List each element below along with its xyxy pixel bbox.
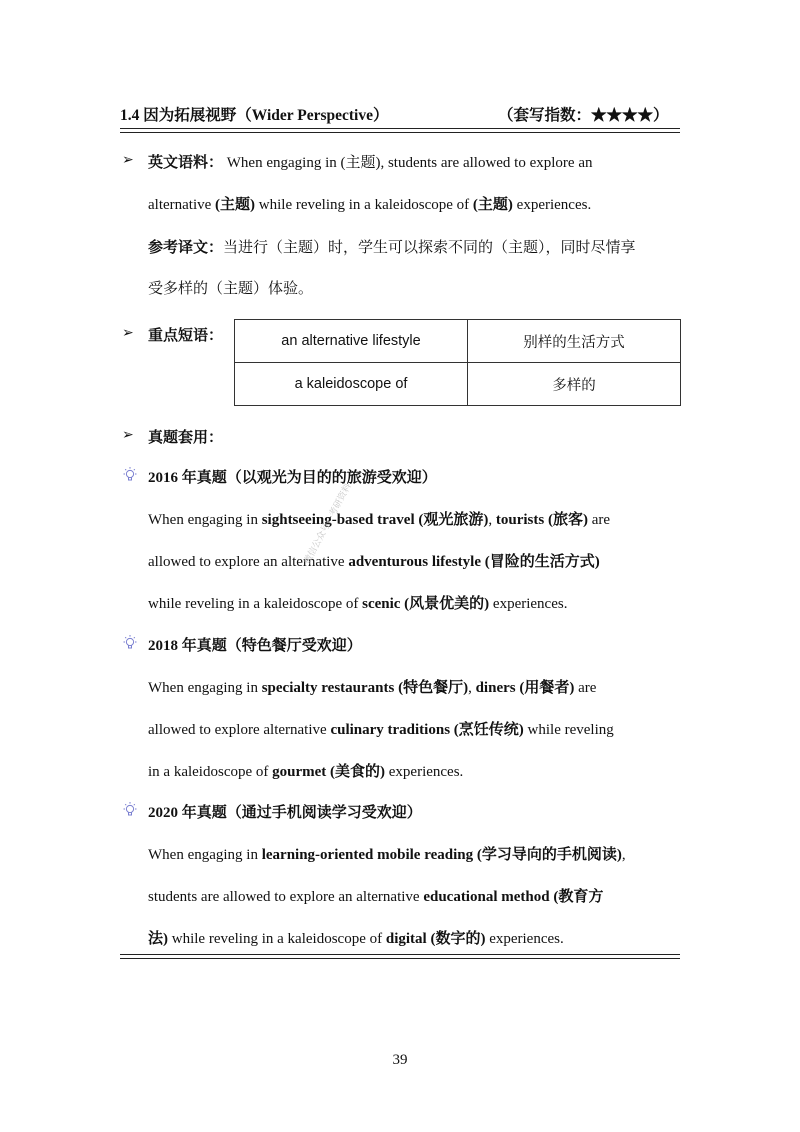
lightbulb-icon [121, 634, 139, 652]
footer-divider [120, 954, 680, 955]
footer-divider-2 [120, 958, 680, 959]
key-phrases-table [234, 319, 681, 406]
watermark: 微信公众号：考研资料 [302, 481, 354, 567]
page-number: 39 [392, 1052, 408, 1068]
table-row [235, 320, 681, 363]
example-heading-2018: 2018 年真题（特色餐厅受欢迎） [148, 638, 362, 654]
english-corpus-label: 英文语料： [148, 155, 224, 171]
example-2020-line-1: When engaging in learning-oriented mobile reading (学习导向的手机阅读), [148, 847, 626, 863]
rating-label: （套写指数：★★★★） [498, 107, 669, 124]
example-2016-line-1: When engaging in sightseeing-based travel (观光旅游), tourists (旅客) are [148, 512, 611, 528]
example-2016-line-3: while reveling in a kaleidoscope of scenic (风景优美的) experiences. [148, 596, 568, 612]
header-divider-2 [120, 132, 680, 133]
bullet-arrow-icon: ➢ [122, 153, 134, 168]
reference-label: 参考译文： [148, 240, 224, 256]
reference-line-1: 参考译文：当进行（主题）时，学生可以探索不同的（主题），同时尽情享 [148, 240, 636, 256]
phrase-zh: 多样的 [468, 363, 681, 406]
phrase-zh: 别样的生活方式 [468, 320, 681, 363]
key-phrases-label: 重点短语： [148, 328, 224, 344]
table-row [235, 363, 681, 406]
example-2018-line-1: When engaging in specialty restaurants (特色餐厅), diners (用餐者) are [148, 680, 597, 696]
exam-use-label: 真题套用： [148, 430, 224, 446]
header-divider [120, 128, 680, 129]
example-2018-line-3: in a kaleidoscope of gourmet (美食的) experiences. [148, 764, 464, 780]
phrase-en: a kaleidoscope of [235, 363, 468, 406]
example-2016-line-2: allowed to explore an alternative adventurous lifestyle (冒险的生活方式) [148, 554, 600, 570]
section-title: 1.4 因为拓展视野（Wider Perspective） [120, 107, 389, 124]
english-corpus-line-1 [148, 151, 593, 172]
example-2018-line-2: allowed to explore alternative culinary traditions (烹饪传统) while reveling [148, 722, 614, 738]
example-2020-line-3: 法) while reveling in a kaleidoscope of digital (数字的) experiences. [148, 931, 564, 947]
lightbulb-icon [121, 801, 139, 819]
phrase-en: an alternative lifestyle [235, 320, 468, 363]
bullet-arrow-icon: ➢ [122, 428, 134, 443]
example-heading-2016: 2016 年真题（以观光为目的的旅游受欢迎） [148, 470, 437, 486]
reference-line-2: 受多样的（主题）体验。 [148, 281, 314, 297]
lightbulb-icon [121, 466, 139, 484]
bullet-arrow-icon: ➢ [122, 326, 134, 341]
example-2020-line-2: students are allowed to explore an alternative educational method (教育方 [148, 889, 604, 905]
example-heading-2020: 2020 年真题（通过手机阅读学习受欢迎） [148, 805, 422, 821]
english-corpus-text: When engaging in (主题), students are allowed to explore an [226, 155, 593, 171]
english-corpus-line-2: alternative (主题) while reveling in a kaleidoscope of (主题) experiences. [148, 197, 592, 213]
